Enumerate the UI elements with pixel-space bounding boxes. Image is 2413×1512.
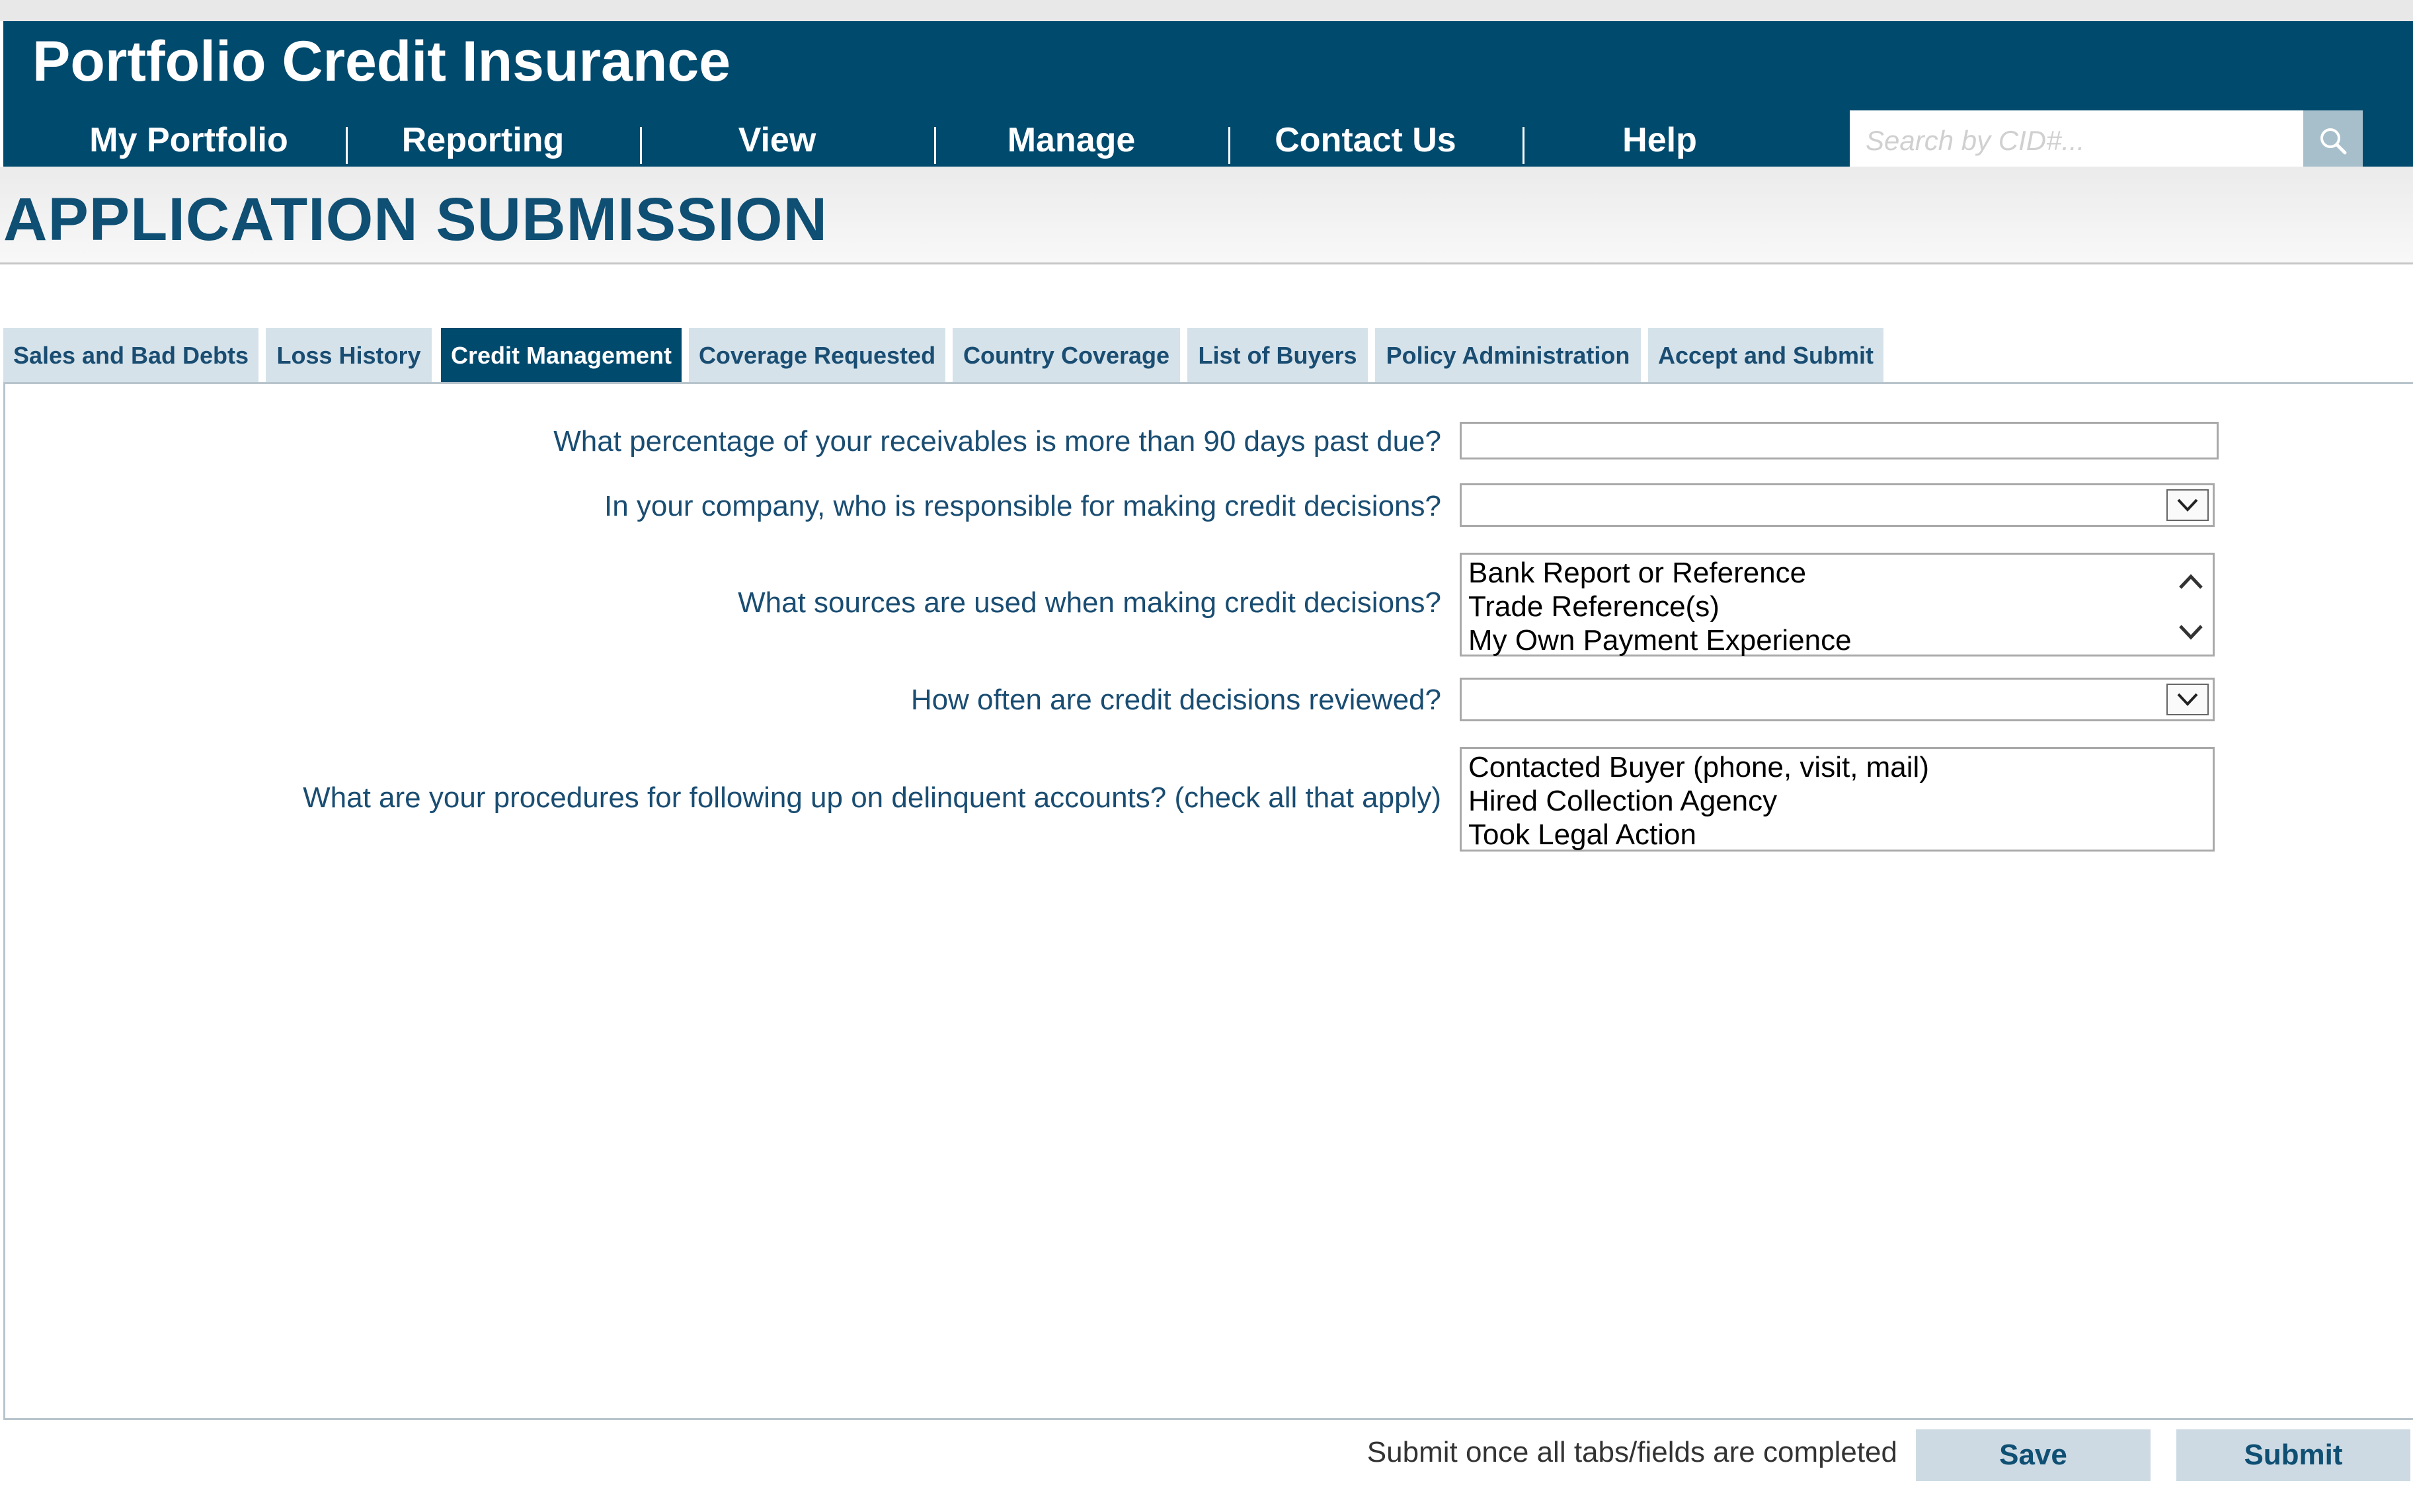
chevron-down-icon [2176, 622, 2205, 642]
main-nav [3, 114, 1697, 167]
responsible-person-select[interactable] [1460, 483, 2215, 527]
nav-item-reporting[interactable]: Reporting [401, 121, 565, 159]
search-input[interactable] [1850, 110, 2303, 171]
top-strip [0, 0, 2413, 21]
search-box [1850, 110, 2363, 171]
question-label-sources: What sources are used when making credit decisions? [738, 586, 1441, 619]
tab-loss-history[interactable]: Loss History [266, 328, 432, 383]
search-button[interactable] [2303, 110, 2363, 171]
dropdown-button[interactable] [2166, 489, 2209, 521]
tab-coverage-requested[interactable]: Coverage Requested [689, 328, 945, 383]
dropdown-button[interactable] [2166, 684, 2209, 715]
question-label-responsible: In your company, who is responsible for making credit decisions? [604, 490, 1441, 522]
review-frequency-select[interactable] [1460, 678, 2215, 721]
app-header [3, 21, 2413, 167]
scroll-up-button[interactable] [2174, 565, 2207, 598]
nav-item-help[interactable]: Help [1622, 121, 1697, 159]
list-option[interactable]: Hired Collection Agency [1468, 785, 1778, 817]
list-option[interactable]: Bank Report or Reference [1468, 557, 1807, 589]
list-option[interactable]: Took Legal Action [1468, 818, 1696, 851]
page-title: APPLICATION SUBMISSION [3, 186, 828, 253]
search-icon [2317, 125, 2349, 157]
scroll-down-button[interactable] [2174, 616, 2207, 649]
tab-credit-management[interactable]: Credit Management [441, 328, 682, 383]
tab-sales-and-bad-debts[interactable]: Sales and Bad Debts [3, 328, 258, 383]
chevron-up-icon [2176, 572, 2205, 592]
tab-accept-and-submit[interactable]: Accept and Submit [1648, 328, 1883, 383]
tab-bar [0, 328, 2413, 383]
nav-item-view[interactable]: View [738, 121, 816, 159]
past-due-percentage-input[interactable] [1460, 422, 2219, 459]
tab-policy-administration[interactable]: Policy Administration [1375, 328, 1641, 383]
listbox-scrollbar [2174, 560, 2207, 653]
nav-item-manage[interactable]: Manage [1007, 121, 1136, 159]
tab-list-of-buyers[interactable]: List of Buyers [1187, 328, 1368, 383]
list-option[interactable]: My Own Payment Experience [1468, 624, 1852, 657]
delinquent-procedures-listbox[interactable] [1460, 747, 2215, 852]
tab-country-coverage[interactable]: Country Coverage [953, 328, 1180, 383]
app-title: Portfolio Credit Insurance [32, 30, 731, 93]
credit-sources-listbox[interactable] [1460, 553, 2215, 657]
question-label-past-due: What percentage of your receivables is more than 90 days past due? [553, 425, 1441, 458]
credit-management-form [3, 382, 2413, 1420]
nav-item-contact-us[interactable]: Contact Us [1275, 121, 1456, 159]
question-label-delinquent-procedures: What are your procedures for following up on delinquent accounts? (check all that apply) [303, 781, 1441, 814]
chevron-down-icon [2174, 690, 2201, 709]
question-label-review-frequency: How often are credit decisions reviewed? [910, 684, 1441, 716]
title-band [0, 167, 2413, 264]
save-button[interactable]: Save [1916, 1429, 2151, 1481]
nav-item-my-portfolio[interactable]: My Portfolio [89, 121, 288, 159]
list-option[interactable]: Trade Reference(s) [1468, 590, 1720, 623]
list-option[interactable]: Contacted Buyer (phone, visit, mail) [1468, 751, 1929, 783]
submit-instruction: Submit once all tabs/fields are completed [1366, 1436, 1897, 1468]
chevron-down-icon [2174, 496, 2201, 514]
submit-button[interactable]: Submit [2176, 1429, 2410, 1481]
